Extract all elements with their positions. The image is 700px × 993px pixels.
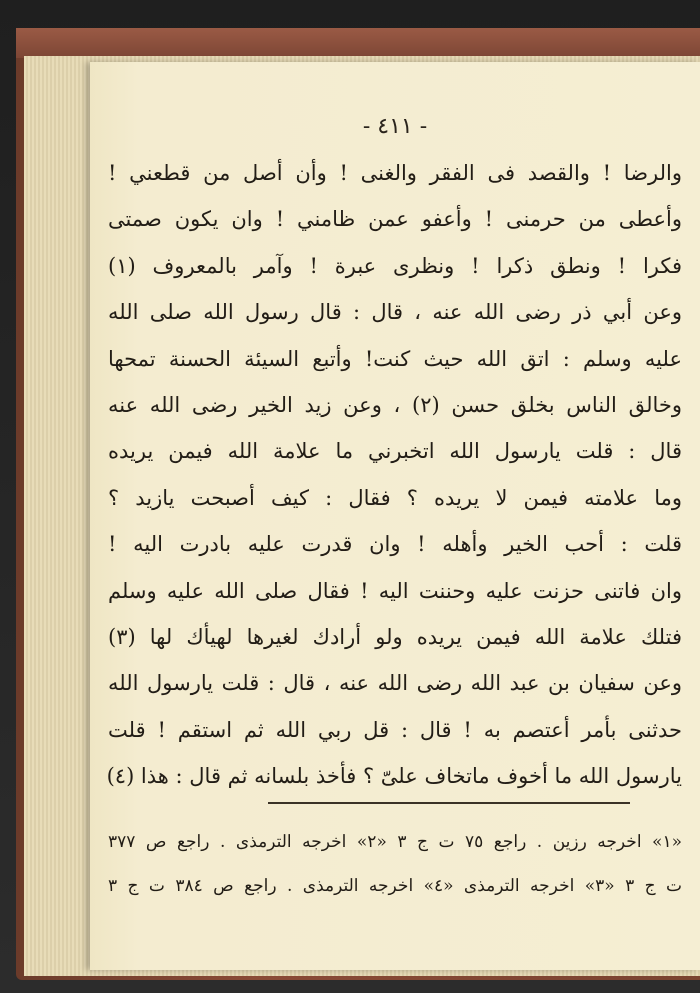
main-text xyxy=(108,150,682,799)
text-line: فكرا ! ونطق ذكرا ! ونظرى عبرة ! وآمر بالمعروف (١) xyxy=(108,253,682,278)
text-line: يارسول الله ما أخوف ماتخاف علىّ ؟ فأخذ بلسانه ثم قال : هذا (٤) xyxy=(106,764,682,789)
text-line: والرضا ! والقصد فى الفقر والغنى ! وأن أصل من قطعني ! xyxy=(108,161,682,185)
text-line: وما علامته فيمن لا يريده ؟ فقال : كيف أصبحت يازيد ؟ xyxy=(108,485,682,510)
book-cover-top-edge xyxy=(16,28,700,58)
page-number: - ٤١١ - xyxy=(362,114,428,139)
footnotes xyxy=(108,820,682,908)
text-line: حدثنى بأمر أعتصم به ! قال : قل ربي الله ثم استقم ! قلت xyxy=(108,717,682,742)
text-line: عليه وسلم : اتق الله حيث كنت! وأتبع السيئة الحسنة تمحها xyxy=(108,346,682,371)
text-line: وعن أبي ذر رضى الله عنه ، قال : قال رسول الله صلى الله xyxy=(108,300,682,325)
text-line: وأعطى من حرمنى ! وأعفو عمن ظامني ! وان يكون صمتى xyxy=(108,207,682,232)
page-sheet xyxy=(90,62,700,970)
footnote-line: ت ج ٣ «٣» اخرجه الترمذى «٤» اخرجه الترمذى . راجع ص ٣٨٤ ت ج ٣ xyxy=(108,876,682,896)
text-line: قلت : أحب الخير وأهله ! وان قدرت عليه بادرت اليه ! xyxy=(108,532,682,557)
footnote-line: «١» اخرجه رزين . راجع ٧٥ ت ج ٣ «٢» اخرجه الترمذى . راجع ص ٣٧٧ xyxy=(108,832,682,852)
footnote-divider xyxy=(268,802,630,804)
text-line: وعن سفيان بن عبد الله رضى الله عنه ، قال : قلت يارسول الله xyxy=(108,671,682,696)
text-line: فتلك علامة الله فيمن يريده ولو أرادك لغيرها لهيأك لها (٣) xyxy=(108,624,682,649)
text-line: وخالق الناس بخلق حسن (٢) ، وعن زيد الخير رضى الله عنه xyxy=(108,392,683,417)
text-line: قال : قلت يارسول الله اتخبرني ما علامة الله فيمن يريده xyxy=(108,439,682,464)
text-line: وان فاتنى حزنت عليه وحننت اليه ! فقال صلى الله عليه وسلم xyxy=(108,578,682,603)
